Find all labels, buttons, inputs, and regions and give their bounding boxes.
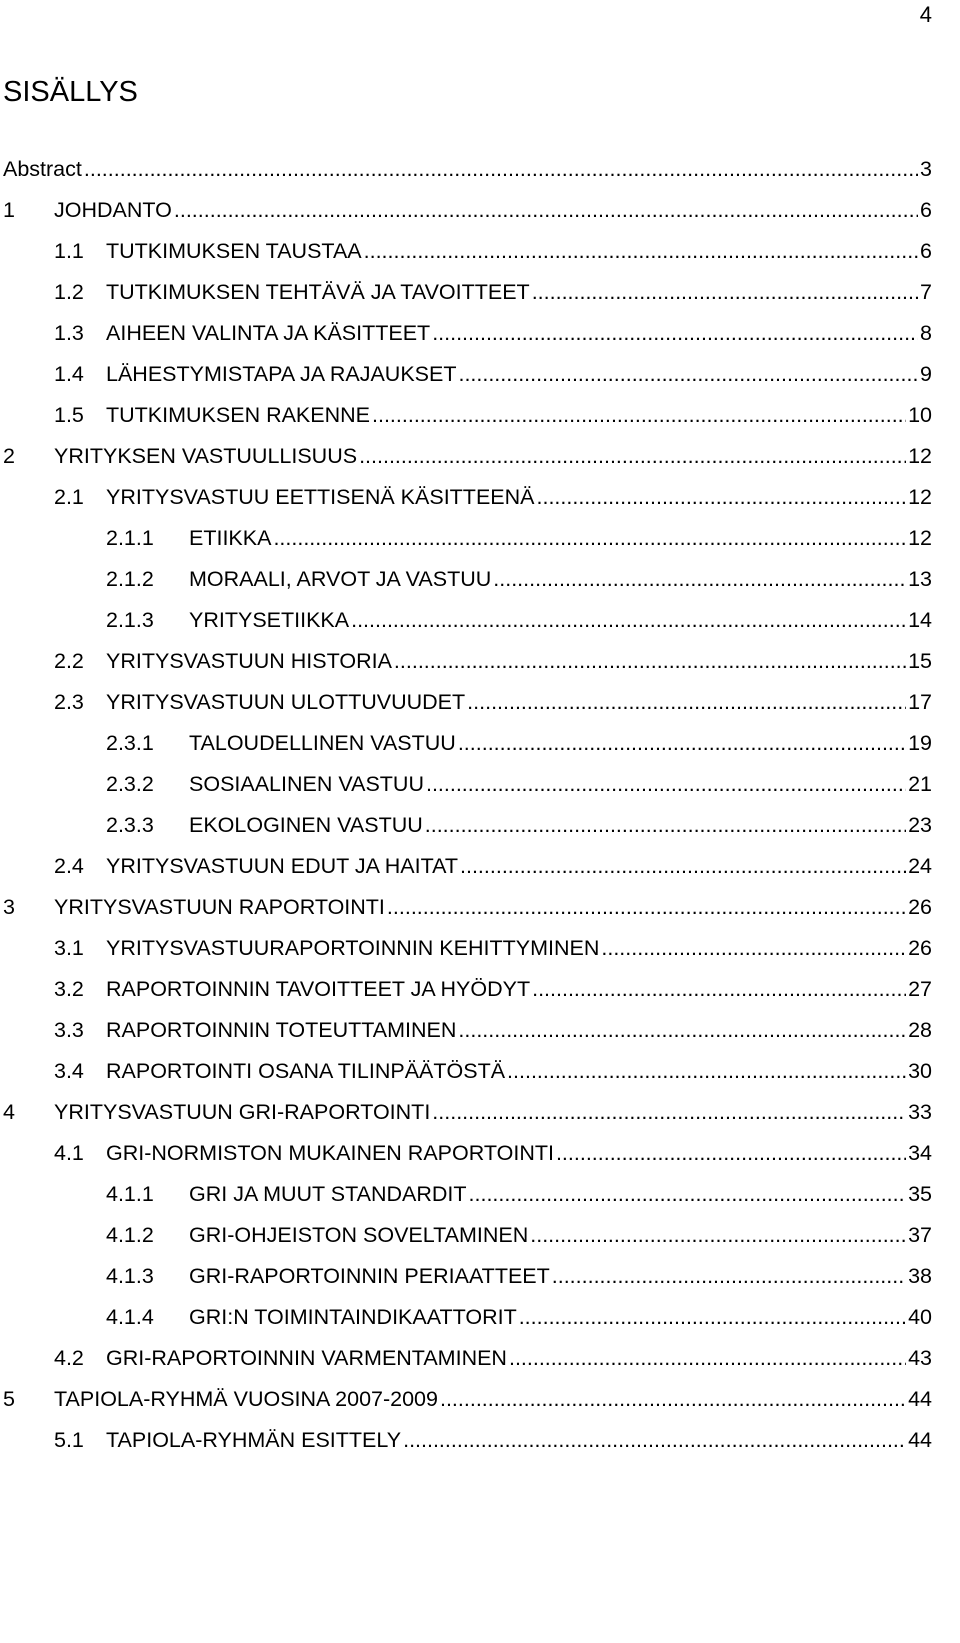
- toc-entry-title: YRITYSVASTUU EETTISENÄ KÄSITTEENÄ: [106, 485, 535, 509]
- toc-entry[interactable]: [0, 646, 960, 687]
- toc-entry-number: 4.1.4: [106, 1305, 154, 1329]
- toc-leader-dots: [364, 236, 918, 266]
- toc-entry-page: 13: [908, 567, 932, 591]
- toc-leader-dots: [519, 1302, 906, 1332]
- toc-entry-page: 44: [908, 1428, 932, 1452]
- toc-leader-dots: [532, 974, 906, 1004]
- toc-entry-page: 38: [908, 1264, 932, 1288]
- toc-entry[interactable]: [0, 154, 960, 195]
- toc-entry-number: 4.1.2: [106, 1223, 154, 1247]
- toc-entry-page: 17: [908, 690, 932, 714]
- toc-entry-title: YRITYKSEN VASTUULLISUUS: [54, 444, 358, 468]
- toc-entry-page: 23: [908, 813, 932, 837]
- toc-entry-page: 26: [908, 895, 932, 919]
- toc-entry[interactable]: [0, 933, 960, 974]
- toc-entry-title: YRITYSETIIKKA: [189, 608, 350, 632]
- toc-leader-dots: [458, 1015, 906, 1045]
- toc-entry-page: 10: [908, 403, 932, 427]
- toc-leader-dots: [509, 1343, 906, 1373]
- toc-entry-number: 3.2: [54, 977, 84, 1001]
- toc-entry[interactable]: [0, 1138, 960, 1179]
- toc-entry-page: 26: [908, 936, 932, 960]
- toc-entry-page: 24: [908, 854, 932, 878]
- toc-entry-title: RAPORTOINNIN TAVOITTEET JA HYÖDYT: [106, 977, 531, 1001]
- toc-leader-dots: [351, 605, 906, 635]
- toc-entry-number: 2.3: [54, 690, 84, 714]
- toc-entry[interactable]: [0, 1097, 960, 1138]
- toc-entry-number: 2.2: [54, 649, 84, 673]
- toc-leader-dots: [532, 277, 918, 307]
- toc-entry-number: 2.1.1: [106, 526, 154, 550]
- toc-entry[interactable]: [0, 359, 960, 400]
- toc-leader-dots: [394, 646, 906, 676]
- toc-entry[interactable]: [0, 605, 960, 646]
- toc-entry-number: 1.1: [54, 239, 84, 263]
- toc-leader-dots: [372, 400, 906, 430]
- toc-entry-title: ETIIKKA: [189, 526, 272, 550]
- toc-entry-number: 1.3: [54, 321, 84, 345]
- toc-entry-number: 2: [3, 444, 15, 468]
- toc-leader-dots: [403, 1425, 906, 1455]
- toc-entry-page: 30: [908, 1059, 932, 1083]
- toc-leader-dots: [425, 810, 906, 840]
- toc-entry-page: 35: [908, 1182, 932, 1206]
- toc-entry-number: 1.5: [54, 403, 84, 427]
- toc-leader-dots: [467, 687, 906, 717]
- toc-entry[interactable]: [0, 851, 960, 892]
- toc-entry[interactable]: [0, 400, 960, 441]
- toc-entry-page: 44: [908, 1387, 932, 1411]
- toc-entry-page: 37: [908, 1223, 932, 1247]
- toc-entry-number: 2.1.3: [106, 608, 154, 632]
- toc-entry-page: 28: [908, 1018, 932, 1042]
- toc-entry-page: 43: [908, 1346, 932, 1370]
- toc-entry-number: 2.4: [54, 854, 84, 878]
- toc-entry-number: 4.2: [54, 1346, 84, 1370]
- toc-entry-number: 4.1: [54, 1141, 84, 1165]
- toc-entry-title: YRITYSVASTUUN ULOTTUVUUDET: [106, 690, 466, 714]
- toc-heading: SISÄLLYS: [3, 76, 138, 108]
- toc-entry[interactable]: [0, 1220, 960, 1261]
- toc-entry-title: GRI JA MUUT STANDARDIT: [189, 1182, 467, 1206]
- toc-leader-dots: [440, 1384, 906, 1414]
- toc-entry-title: GRI-RAPORTOINNIN PERIAATTEET: [189, 1264, 550, 1288]
- toc-entry-title: YRITYSVASTUUN RAPORTOINTI: [54, 895, 385, 919]
- toc-entry-number: 3: [3, 895, 15, 919]
- toc-leader-dots: [458, 728, 906, 758]
- toc-entry-title: MORAALI, ARVOT JA VASTUU: [189, 567, 492, 591]
- toc-entry-page: 27: [908, 977, 932, 1001]
- toc-entry[interactable]: [0, 1179, 960, 1220]
- toc-entry-page: 8: [920, 321, 932, 345]
- toc-entry-title: GRI-OHJEISTON SOVELTAMINEN: [189, 1223, 529, 1247]
- toc-entry-title: SOSIAALINEN VASTUU: [189, 772, 424, 796]
- toc-entry-title: TUTKIMUKSEN RAKENNE: [106, 403, 371, 427]
- toc-entry[interactable]: [0, 892, 960, 933]
- toc-leader-dots: [530, 1220, 906, 1250]
- toc-entry-page: 33: [908, 1100, 932, 1124]
- toc-entry-number: 1: [3, 198, 15, 222]
- toc-leader-dots: [426, 769, 906, 799]
- toc-leader-dots: [552, 1261, 906, 1291]
- toc-entry[interactable]: [0, 974, 960, 1015]
- toc-leader-dots: [432, 1097, 906, 1127]
- toc-entry-page: 15: [908, 649, 932, 673]
- toc-entry-number: 3.3: [54, 1018, 84, 1042]
- toc-leader-dots: [359, 441, 906, 471]
- toc-entry-title: YRITYSVASTUUN GRI-RAPORTOINTI: [54, 1100, 431, 1124]
- toc-entry-page: 19: [908, 731, 932, 755]
- toc-entry-number: 2.3.1: [106, 731, 154, 755]
- toc-entry-title: TALOUDELLINEN VASTUU: [189, 731, 456, 755]
- toc-entry-page: 14: [908, 608, 932, 632]
- toc-entry-page: 34: [908, 1141, 932, 1165]
- toc-entry-page: 7: [920, 280, 932, 304]
- toc-entry-number: 1.2: [54, 280, 84, 304]
- toc-leader-dots: [601, 933, 906, 963]
- toc-entry[interactable]: [0, 277, 960, 318]
- toc-entry[interactable]: [0, 236, 960, 277]
- toc-entry-number: 5: [3, 1387, 15, 1411]
- toc-entry[interactable]: [0, 1261, 960, 1302]
- toc-entry-title: YRITYSVASTUUN HISTORIA: [106, 649, 392, 673]
- toc-entry-number: 3.1: [54, 936, 84, 960]
- toc-entry-page: 12: [908, 444, 932, 468]
- toc-entry-number: 4.1.1: [106, 1182, 154, 1206]
- toc-entry-number: 4.1.3: [106, 1264, 154, 1288]
- toc-entry[interactable]: [0, 1302, 960, 1343]
- toc-entry[interactable]: [0, 441, 960, 482]
- toc-entry-page: 12: [908, 526, 932, 550]
- toc-entry[interactable]: [0, 564, 960, 605]
- toc-entry-page: 12: [908, 485, 932, 509]
- toc-entry-title: TAPIOLA-RYHMÄN ESITTELY: [106, 1428, 402, 1452]
- toc-entry-number: 2.3.2: [106, 772, 154, 796]
- toc-entry[interactable]: [0, 1015, 960, 1056]
- toc-entry-title: YRITYSVASTUUN EDUT JA HAITAT: [106, 854, 459, 878]
- toc-leader-dots: [507, 1056, 906, 1086]
- toc-entry-page: 6: [920, 239, 932, 263]
- toc-leader-dots: [469, 1179, 907, 1209]
- toc-entry[interactable]: [0, 195, 960, 236]
- toc-entry-number: 2.1.2: [106, 567, 154, 591]
- toc-entry[interactable]: [0, 318, 960, 359]
- toc-leader-dots: [493, 564, 906, 594]
- toc-entry[interactable]: [0, 1343, 960, 1384]
- toc-entry-title: RAPORTOINTI OSANA TILINPÄÄTÖSTÄ: [106, 1059, 506, 1083]
- toc-leader-dots: [84, 154, 918, 184]
- toc-entry-title: AIHEEN VALINTA JA KÄSITTEET: [106, 321, 431, 345]
- toc-leader-dots: [556, 1138, 906, 1168]
- toc-entry[interactable]: [0, 482, 960, 523]
- toc-entry-title: JOHDANTO: [54, 198, 172, 222]
- toc-entry[interactable]: [0, 1056, 960, 1097]
- toc-entry[interactable]: [0, 523, 960, 564]
- toc-entry-title: YRITYSVASTUURAPORTOINNIN KEHITTYMINEN: [106, 936, 600, 960]
- toc-entry-number: 5.1: [54, 1428, 84, 1452]
- toc-entry[interactable]: [0, 1425, 960, 1466]
- toc-leader-dots: [432, 318, 918, 348]
- toc-entry-title: EKOLOGINEN VASTUU: [189, 813, 423, 837]
- toc-entry[interactable]: [0, 1384, 960, 1425]
- toc-leader-dots: [273, 523, 906, 553]
- toc-entry-title: TUTKIMUKSEN TAUSTAA: [106, 239, 362, 263]
- toc-entry-number: 4: [3, 1100, 15, 1124]
- table-of-contents: [0, 154, 960, 1466]
- toc-entry[interactable]: [0, 810, 960, 851]
- toc-entry-page: 6: [920, 198, 932, 222]
- toc-entry-page: 21: [908, 772, 932, 796]
- toc-entry-number: 1.4: [54, 362, 84, 386]
- toc-leader-dots: [537, 482, 907, 512]
- toc-leader-dots: [458, 359, 918, 389]
- toc-entry-page: 40: [908, 1305, 932, 1329]
- toc-entry-title: TUTKIMUKSEN TEHTÄVÄ JA TAVOITTEET: [106, 280, 530, 304]
- toc-entry[interactable]: [0, 769, 960, 810]
- toc-entry-title: LÄHESTYMISTAPA JA RAJAUKSET: [106, 362, 457, 386]
- page-number: 4: [919, 2, 932, 27]
- toc-entry-number: 3.4: [54, 1059, 84, 1083]
- toc-entry-title: RAPORTOINNIN TOTEUTTAMINEN: [106, 1018, 457, 1042]
- toc-entry-title: TAPIOLA-RYHMÄ VUOSINA 2007-2009: [54, 1387, 438, 1411]
- toc-leader-dots: [174, 195, 918, 225]
- toc-entry[interactable]: [0, 687, 960, 728]
- toc-entry-title: GRI:N TOIMINTAINDIKAATTORIT: [189, 1305, 517, 1329]
- toc-entry-page: 9: [920, 362, 932, 386]
- toc-leader-dots: [460, 851, 906, 881]
- toc-entry-number: 2.3.3: [106, 813, 154, 837]
- toc-entry-page: 3: [920, 157, 932, 181]
- toc-entry-title: Abstract: [3, 157, 82, 181]
- toc-leader-dots: [387, 892, 906, 922]
- toc-entry[interactable]: [0, 728, 960, 769]
- toc-entry-title: GRI-NORMISTON MUKAINEN RAPORTOINTI: [106, 1141, 554, 1165]
- toc-entry-number: 2.1: [54, 485, 84, 509]
- toc-entry-title: GRI-RAPORTOINNIN VARMENTAMINEN: [106, 1346, 507, 1370]
